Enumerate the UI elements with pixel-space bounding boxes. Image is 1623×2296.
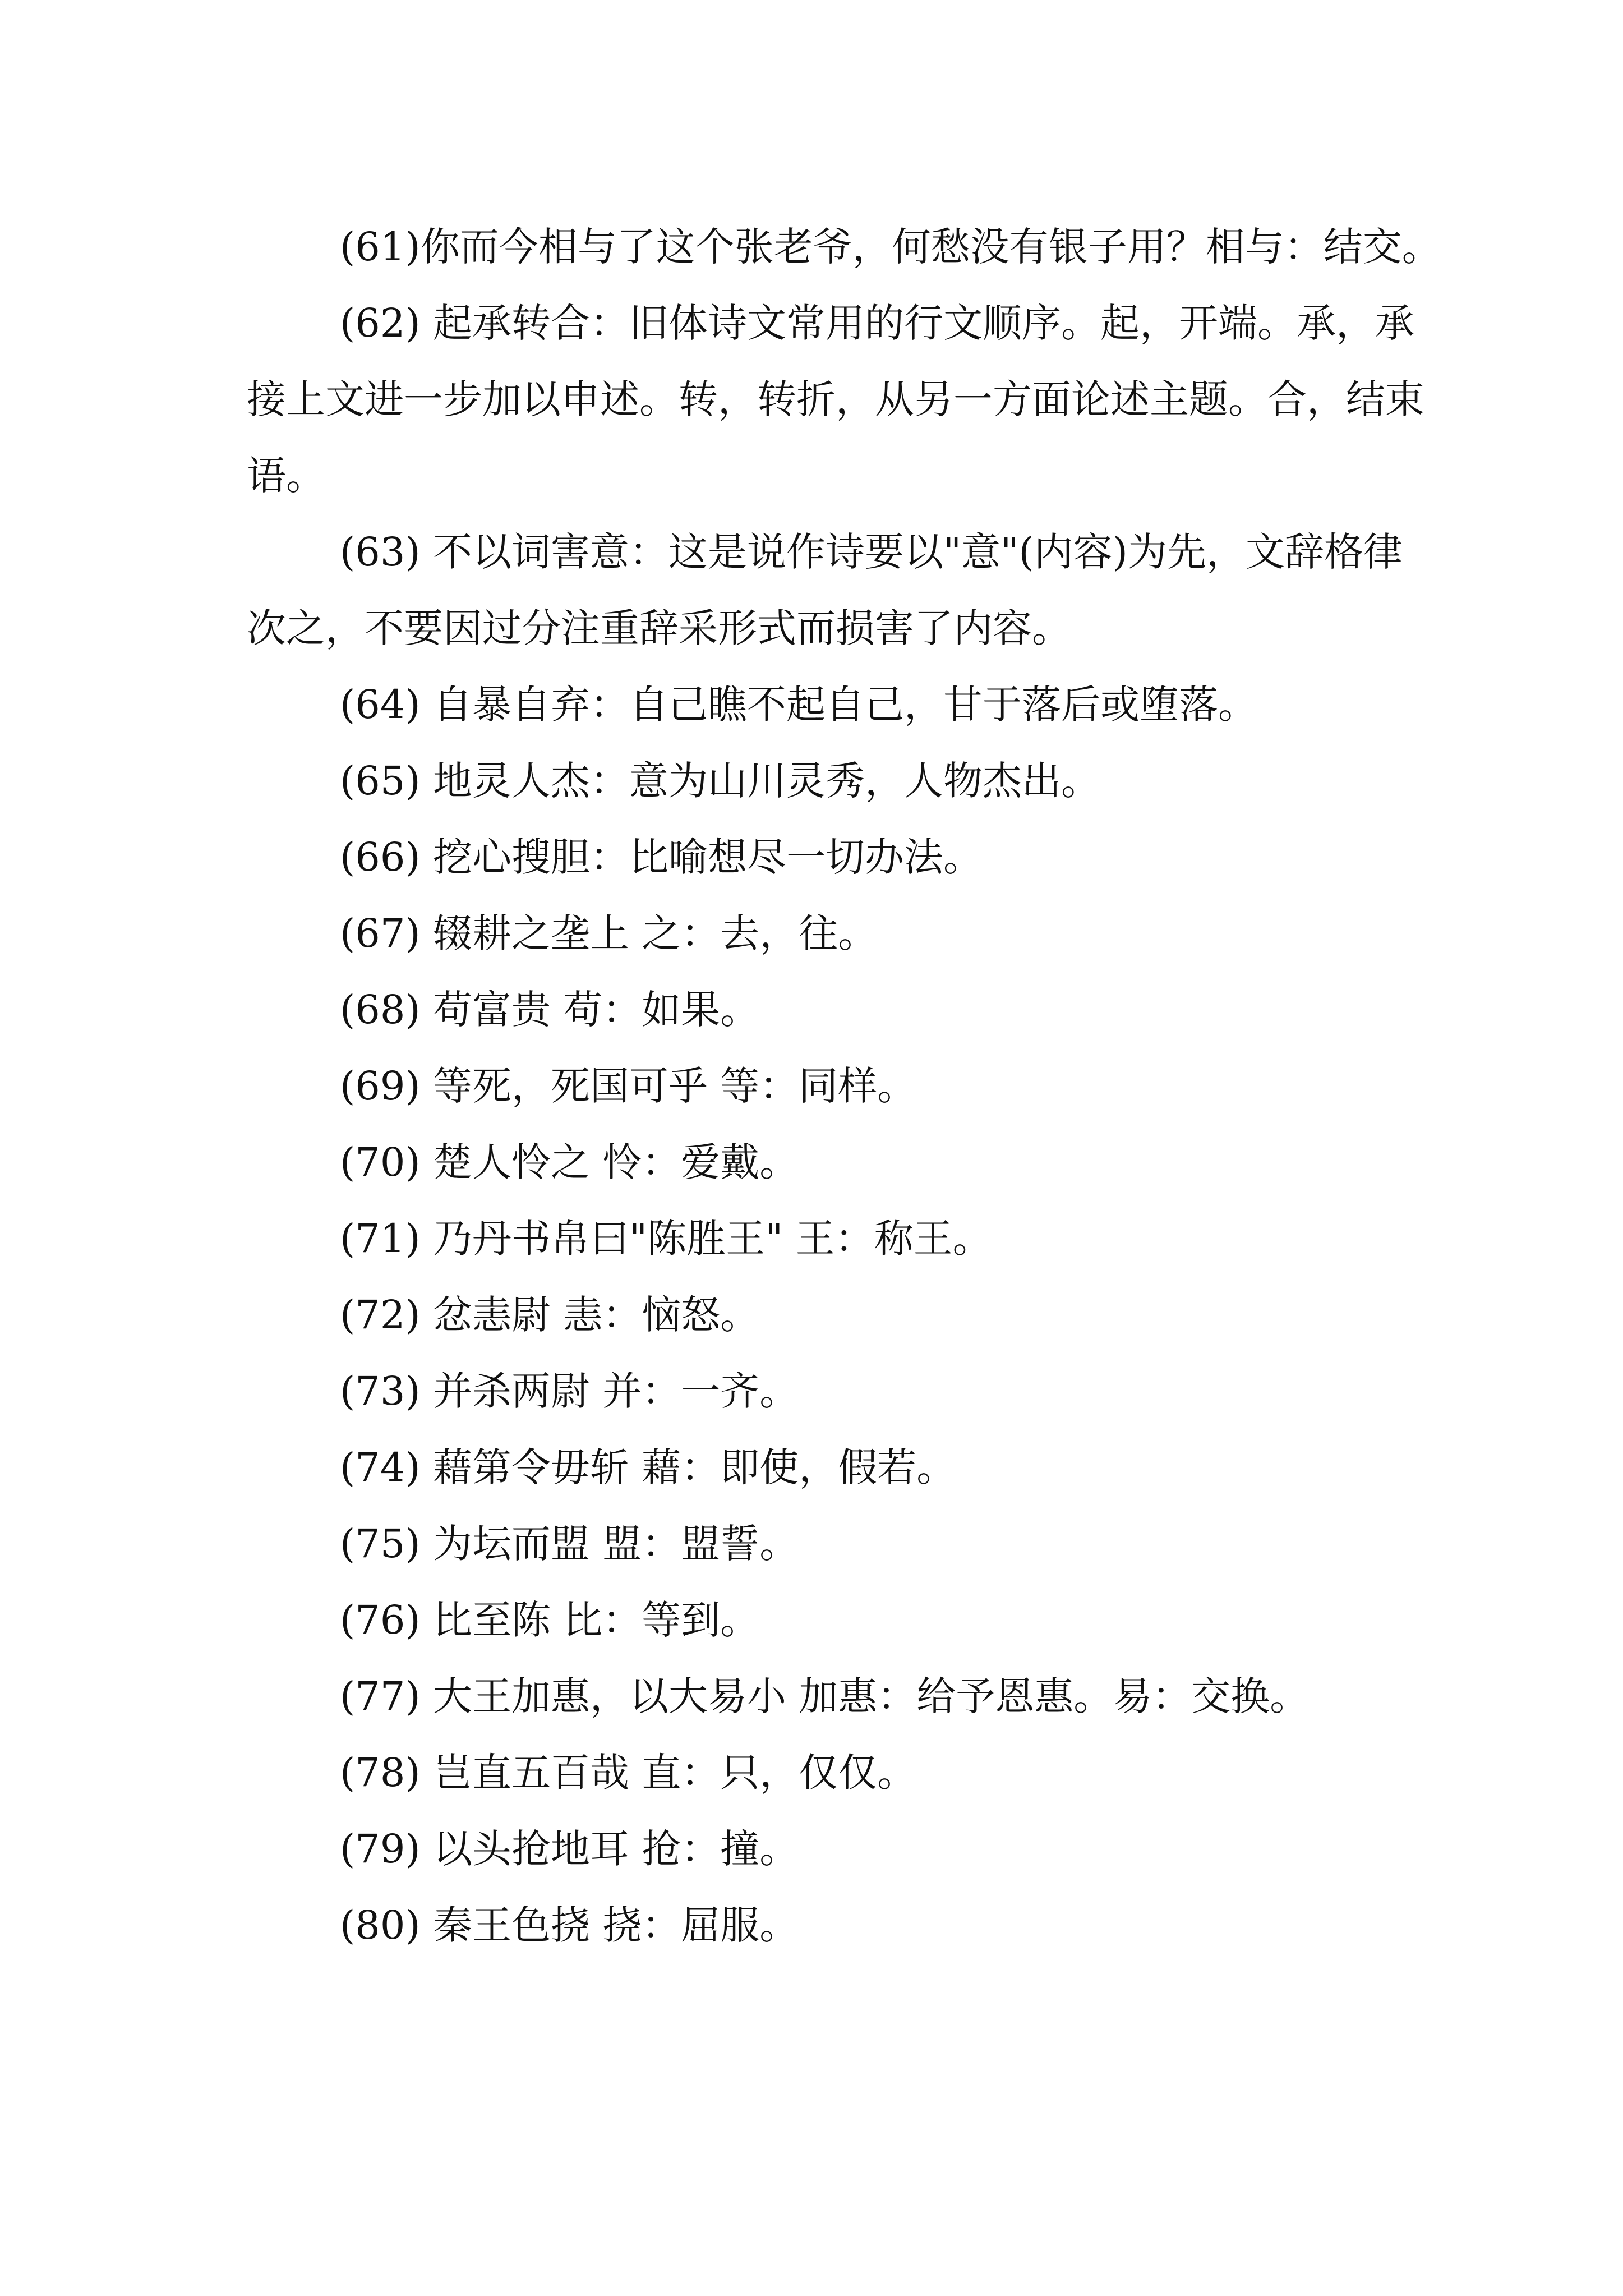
annotation-67: (67) 辍耕之垄上 之：去，往。: [340, 910, 878, 956]
annotation-61: (61)你而今相与了这个张老爷，何愁没有银子用？相与：结交。: [340, 224, 1441, 270]
annotation-79: (79) 以头抢地耳 抢：撞。: [340, 1826, 799, 1872]
annotation-74: (74) 藉第令毋斩 藉：即使，假若。: [340, 1444, 956, 1490]
annotation-62: (62) 起承转合：旧体诗文常用的行文顺序。起，开端。承，承接上文进一步加以申述。转，转折，从另一方面论述主题。合，结束语。: [247, 300, 1424, 499]
annotation-68: (68) 苟富贵 苟：如果。: [340, 987, 760, 1033]
annotation-78: (78) 岂直五百哉 直：只，仅仅。: [340, 1750, 917, 1796]
annotation-77: (77) 大王加惠，以大易小 加惠：给予恩惠。易：交换。: [340, 1673, 1310, 1719]
annotation-70: (70) 楚人怜之 怜：爱戴。: [340, 1139, 799, 1185]
annotation-66: (66) 挖心搜胆：比喻想尽一切办法。: [340, 834, 983, 880]
annotation-64: (64) 自暴自弃：自己瞧不起自己，甘于落后或堕落。: [340, 682, 1257, 728]
annotation-69: (69) 等死，死国可乎 等：同样。: [340, 1063, 917, 1109]
annotation-75: (75) 为坛而盟 盟：盟誓。: [340, 1521, 799, 1567]
annotation-72: (72) 忿恚尉 恚：恼怒。: [340, 1292, 760, 1338]
annotation-76: (76) 比至陈 比：等到。: [340, 1597, 760, 1643]
annotation-65: (65) 地灵人杰：意为山川灵秀，人物杰出。: [340, 758, 1100, 804]
annotation-80: (80) 秦王色挠 挠：屈服。: [340, 1902, 799, 1948]
annotation-63: (63) 不以词害意：这是说作诗要以"意"(内容)为先，文辞格律次之，不要因过分注重辞采形式而损害了内容。: [247, 529, 1403, 651]
annotation-73: (73) 并杀两尉 并：一齐。: [340, 1368, 799, 1414]
annotation-list: [247, 209, 1441, 1963]
annotation-71: (71) 乃丹书帛曰"陈胜王" 王：称王。: [340, 1216, 992, 1262]
